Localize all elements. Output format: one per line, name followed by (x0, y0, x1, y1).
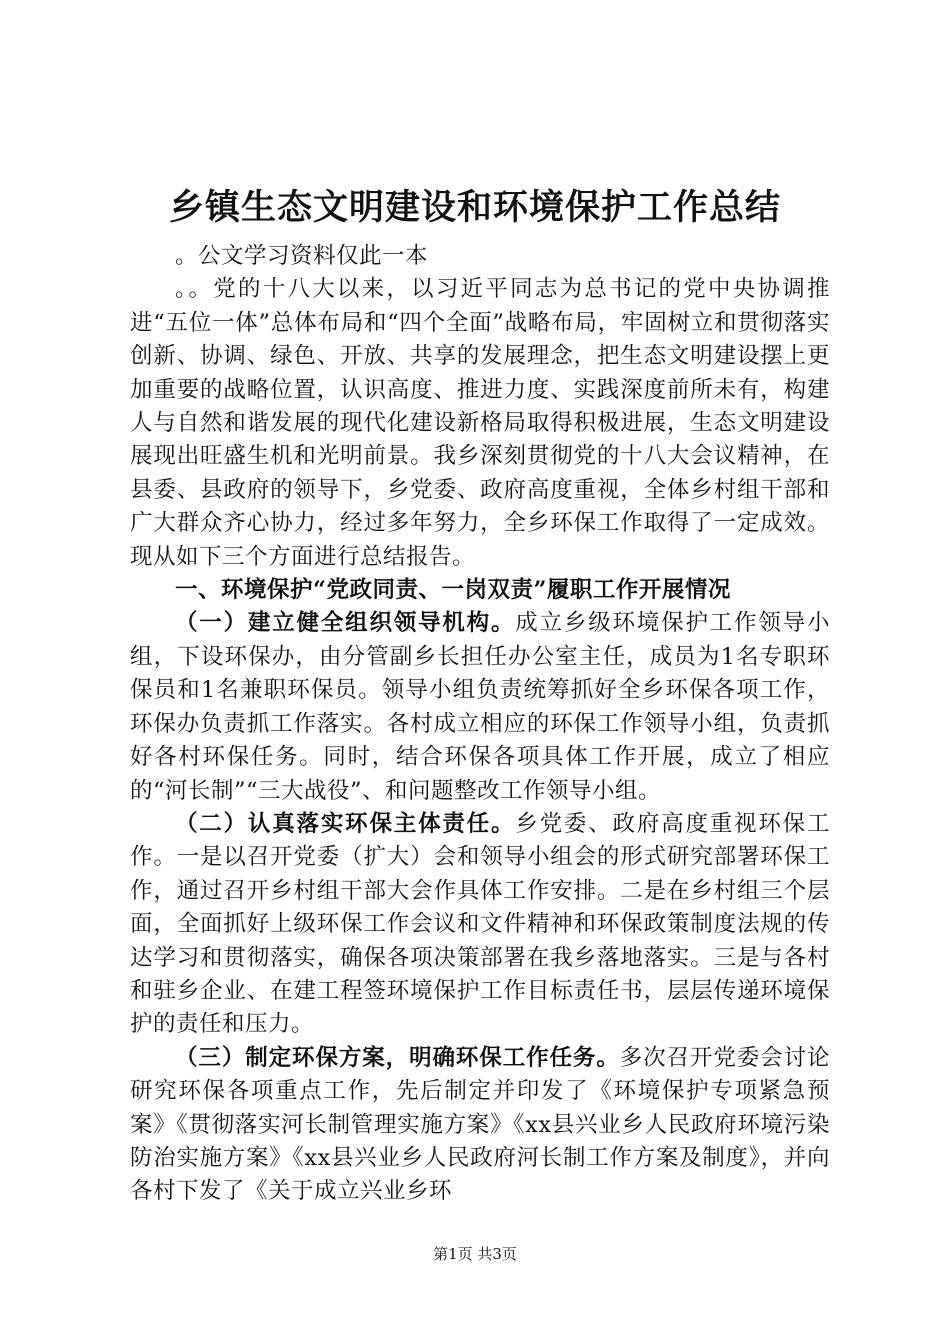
section-heading: 一、环境保护“党政同责、一岗双责”履职工作开展情况 (175, 577, 731, 604)
subsection-1-lead: （一）建立健全组织领导机构。 (175, 610, 516, 637)
subsection-2-lead: （二）认真落实环保主体责任。 (175, 810, 516, 837)
document-body (130, 240, 830, 1209)
subsection-1-text: 成立乡级环境保护工作领导小组，下设环保办，由分管副乡长担任办公室主任，成员为1名专职环保员和1名兼职环保员。领导小组负责统筹抓好全乡环保各项工作，环保办负责抓工作落实。各村成立相应的环保工作领导小组，负责抓好各村环保任务。同时，结合环保各项具体工作开展，成立了相应的“河长制”“三大战役”、和问题整改工作领导小组。 (130, 610, 830, 804)
subsection-2-text: 乡党委、政府高度重视环保工作。一是以召开党委（扩大）会和领导小组会的形式研究部署环保工作，通过召开乡村组干部大会作具体工作安排。二是在乡村组三个层面，全面抓好上级环保工作会议和文件精神和环保政策制度法规的传达学习和贯彻落实，确保各项决策部署在我乡落地落实。三是与各村和驻乡企业、在建工程签环境保护工作目标责任书，层层传递环境保护的责任和压力。 (130, 810, 830, 1038)
subsection-3-text: 多次召开党委会讨论研究环保各项重点工作，先后制定并印发了《环境保护专项紧急预案》《贯彻落实河长制管理实施方案》《xx县兴业乡人民政府环境污染防治实施方案》《xx县兴业乡人民政府河长制工作方案及制度》，并向各村下发了《关于成立兴业乡环 (130, 1044, 830, 1205)
subsection-3 (130, 1042, 830, 1209)
subsection-3-lead: （三）制定环保方案，明确环保工作任务。 (175, 1044, 620, 1071)
paragraph-note: 。公文学习资料仅此一本 (175, 243, 429, 269)
subsection-2 (130, 808, 830, 1042)
subsection-1 (130, 607, 830, 807)
page-footer: 第1页 共3页 (433, 1245, 517, 1263)
document-title: 乡镇生态文明建设和环境保护工作总结 (168, 187, 781, 228)
paragraph-intro: 。。党的十八大以来，以习近平同志为总书记的党中央协调推进“五位一体”总体布局和“四个全面”战略布局，牢固树立和贯彻落实创新、协调、绿色、开放、共享的发展理念，把生态文明建设摆上更加重要的战略位置，认识高度、推进力度、实践深度前所未有，构建人与自然和谐发展的现代化建设新格局取得积极进展，生态文明建设展现出旺盛生机和光明前景。我乡深刻贯彻党的十八大会议精神，在县委、县政府的领导下，乡党委、政府高度重视，全体乡村组干部和广大群众齐心协力，经过多年努力，全乡环保工作取得了一定成效。现从如下三个方面进行总结报告。 (130, 276, 830, 570)
